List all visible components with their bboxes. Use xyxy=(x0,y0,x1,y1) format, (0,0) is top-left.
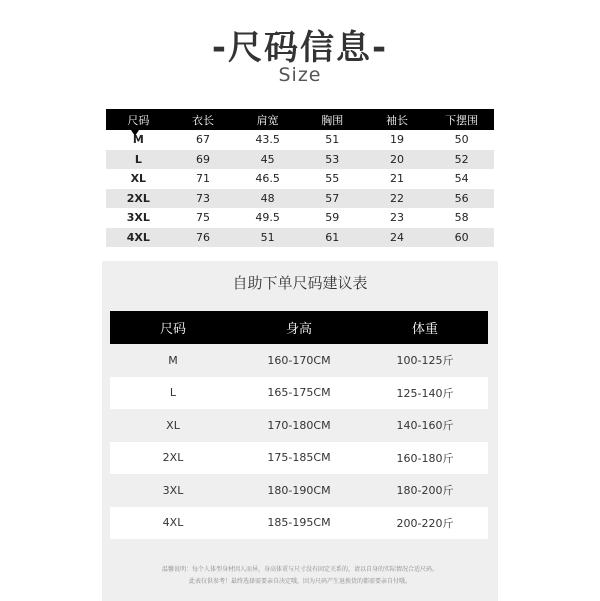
header-hem: 下摆围 xyxy=(429,109,494,130)
size-table-header-row xyxy=(106,109,494,130)
header-chest: 胸围 xyxy=(300,109,365,130)
table-row xyxy=(110,344,488,377)
note-line-1: 温馨说明：每个人体型身材因人而异，身高体重与尺寸没有固定关系的，请以自身的实际情况合适尺码。 xyxy=(161,566,438,573)
table-row xyxy=(110,474,488,507)
length-cell: 67 xyxy=(171,130,236,150)
table-row xyxy=(110,442,488,475)
length-cell: 69 xyxy=(171,150,236,170)
sleeve-cell: 21 xyxy=(365,169,430,189)
length-cell: 71 xyxy=(171,169,236,189)
length-cell: 75 xyxy=(171,208,236,228)
shoulder-cell: 43.5 xyxy=(235,130,300,150)
weight-cell: 140-160斤 xyxy=(362,409,488,442)
chest-cell: 59 xyxy=(300,208,365,228)
header-size: 尺码 xyxy=(106,109,171,130)
table-row xyxy=(110,507,488,540)
shoulder-cell: 45 xyxy=(235,150,300,170)
table-row xyxy=(106,189,494,209)
table-row xyxy=(106,150,494,170)
header-length: 衣长 xyxy=(171,109,236,130)
weight-cell: 125-140斤 xyxy=(362,377,488,410)
header-height: 身高 xyxy=(236,311,362,344)
size-cell: 3XL xyxy=(106,208,171,228)
hem-cell: 58 xyxy=(429,208,494,228)
hem-cell: 52 xyxy=(429,150,494,170)
caret-down-icon xyxy=(131,130,139,136)
size-cell: 4XL xyxy=(106,228,171,248)
size-cell: M xyxy=(106,130,171,150)
table-row xyxy=(110,409,488,442)
chest-cell: 53 xyxy=(300,150,365,170)
page-title: -尺码信息- xyxy=(211,28,389,68)
note-line-2: 此表仅供参考！最终选择需要亲自决定哦，因为尺码产生退换货的都需要亲自付哦。 xyxy=(188,578,411,585)
sleeve-cell: 22 xyxy=(365,189,430,209)
sleeve-cell: 20 xyxy=(365,150,430,170)
height-cell: 180-190CM xyxy=(236,474,362,507)
recommendation-table xyxy=(110,311,488,539)
sleeve-cell: 19 xyxy=(365,130,430,150)
chest-cell: 51 xyxy=(300,130,365,150)
shoulder-cell: 48 xyxy=(235,189,300,209)
table-row xyxy=(110,377,488,410)
header-shoulder: 肩宽 xyxy=(235,109,300,130)
height-cell: 170-180CM xyxy=(236,409,362,442)
hem-cell: 60 xyxy=(429,228,494,248)
hem-cell: 50 xyxy=(429,130,494,150)
size-cell: 3XL xyxy=(110,474,236,507)
height-cell: 175-185CM xyxy=(236,442,362,475)
header-weight: 体重 xyxy=(362,311,488,344)
table-row xyxy=(106,228,494,248)
table-row xyxy=(106,169,494,189)
recommendation-title: 自助下单尺码建议表 xyxy=(232,274,368,292)
sleeve-cell: 24 xyxy=(365,228,430,248)
weight-cell: 160-180斤 xyxy=(362,442,488,475)
size-cell: M xyxy=(110,344,236,377)
shoulder-cell: 49.5 xyxy=(235,208,300,228)
length-cell: 73 xyxy=(171,189,236,209)
size-cell: L xyxy=(106,150,171,170)
page-subtitle: Size xyxy=(278,64,322,86)
weight-cell: 180-200斤 xyxy=(362,474,488,507)
weight-cell: 100-125斤 xyxy=(362,344,488,377)
shoulder-cell: 51 xyxy=(235,228,300,248)
hem-cell: 54 xyxy=(429,169,494,189)
shoulder-cell: 46.5 xyxy=(235,169,300,189)
header-sleeve: 袖长 xyxy=(365,109,430,130)
size-table xyxy=(106,109,494,247)
size-cell: 2XL xyxy=(110,442,236,475)
recommendation-header-row xyxy=(110,311,488,344)
chest-cell: 55 xyxy=(300,169,365,189)
height-cell: 165-175CM xyxy=(236,377,362,410)
table-row xyxy=(106,130,494,150)
size-cell: 2XL xyxy=(106,189,171,209)
chest-cell: 57 xyxy=(300,189,365,209)
length-cell: 76 xyxy=(171,228,236,248)
size-cell: XL xyxy=(110,409,236,442)
chest-cell: 61 xyxy=(300,228,365,248)
size-cell: 4XL xyxy=(110,507,236,540)
sleeve-cell: 23 xyxy=(365,208,430,228)
size-cell: XL xyxy=(106,169,171,189)
size-cell: L xyxy=(110,377,236,410)
weight-cell: 200-220斤 xyxy=(362,507,488,540)
hem-cell: 56 xyxy=(429,189,494,209)
header-size: 尺码 xyxy=(110,311,236,344)
height-cell: 160-170CM xyxy=(236,344,362,377)
height-cell: 185-195CM xyxy=(236,507,362,540)
table-row xyxy=(106,208,494,228)
